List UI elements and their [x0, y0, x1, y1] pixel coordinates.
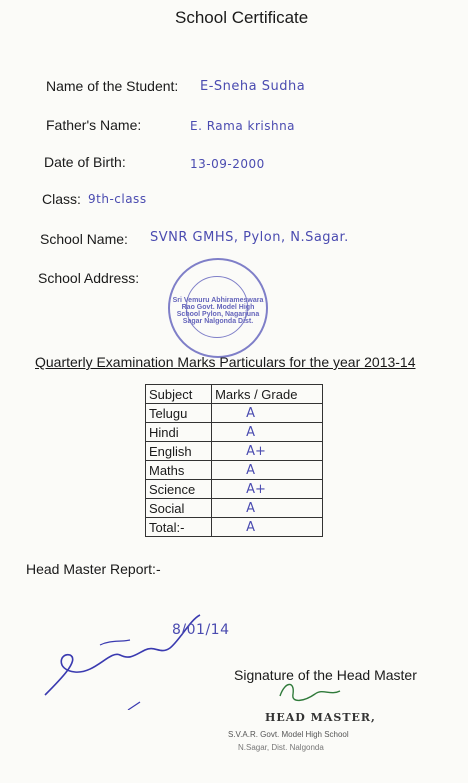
father-name-value: E. Rama krishna [190, 119, 296, 133]
table-row [146, 423, 323, 442]
table-row [146, 480, 323, 499]
head-master-title: HEAD MASTER, [265, 711, 376, 724]
subject-cell: Hindi [146, 423, 212, 442]
table-row [146, 499, 323, 518]
subject-header: Subject [146, 385, 212, 404]
grade-cell: A [212, 404, 323, 423]
subject-cell: Total:- [146, 518, 212, 537]
school-address-label: School Address: [38, 270, 140, 286]
school-stamp-line: S.V.A.R. Govt. Model High School [228, 730, 349, 739]
dob-value: 13-09-2000 [190, 157, 265, 171]
head-master-report-label: Head Master Report:- [26, 561, 161, 577]
grade-cell: A [212, 461, 323, 480]
grade-cell: A [212, 518, 323, 537]
grade-cell: A+ [212, 442, 323, 461]
school-seal [168, 258, 268, 358]
subject-cell: Telugu [146, 404, 212, 423]
school-name-value: SVNR GMHS, Pylon, N.Sagar. [150, 230, 349, 245]
student-name-value: E-Sneha Sudha [200, 79, 306, 94]
student-name-label: Name of the Student: [46, 78, 179, 94]
table-header-row [146, 385, 323, 404]
marks-heading: Quarterly Examination Marks Particulars for the year 2013-14 [35, 354, 416, 370]
table-row [146, 461, 323, 480]
marks-table [145, 384, 323, 537]
subject-cell: Maths [146, 461, 212, 480]
subject-cell: English [146, 442, 212, 461]
grade-header: Marks / Grade [212, 385, 323, 404]
grade-cell: A [212, 423, 323, 442]
school-name-label: School Name: [40, 231, 128, 247]
table-row [146, 518, 323, 537]
class-label: Class: [42, 191, 81, 207]
subject-cell: Social [146, 499, 212, 518]
school-stamp-place: N.Sagar, Dist. Nalgonda [238, 743, 324, 752]
dob-label: Date of Birth: [44, 154, 126, 170]
handwritten-signature [40, 600, 270, 715]
table-row [146, 404, 323, 423]
page-title: School Certificate [175, 8, 309, 27]
subject-cell: Science [146, 480, 212, 499]
signature-label: Signature of the Head Master [234, 667, 417, 683]
seal-text: Sri Vemuru Abhirameswara Rao Govt. Model High School Pylon, Nagarjuna Sagar Nalgonda Dist. [172, 297, 264, 325]
signature-date: 8/01/14 [172, 622, 230, 638]
grade-cell: A+ [212, 480, 323, 499]
table-row [146, 442, 323, 461]
class-value: 9th-class [88, 192, 147, 206]
father-name-label: Father's Name: [46, 117, 142, 133]
head-master-initials [275, 676, 345, 716]
grade-cell: A [212, 499, 323, 518]
